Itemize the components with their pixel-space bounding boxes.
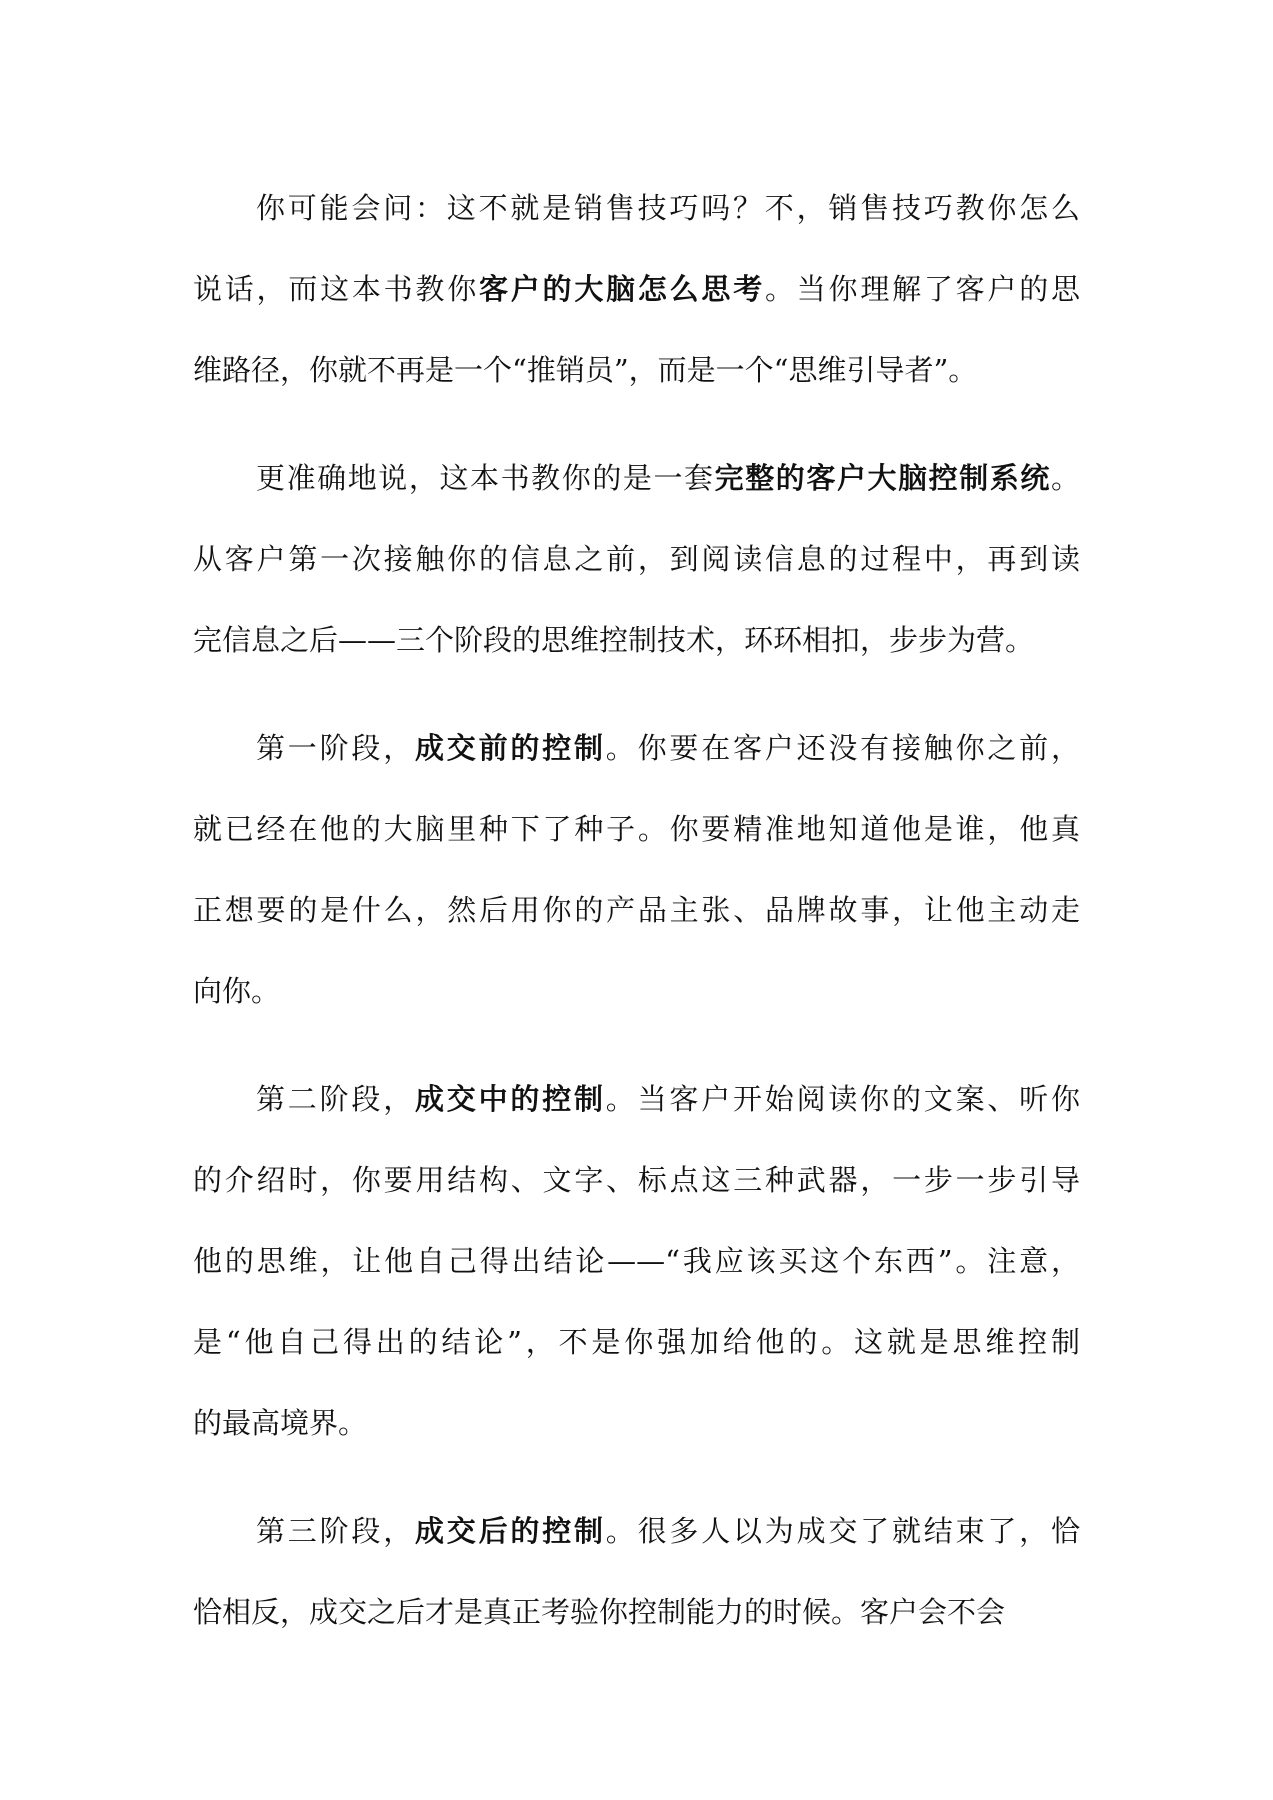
text-run: 是“他自己得出的结论”，不是你强加给他的。这就是思维控制 — [193, 1325, 1080, 1359]
bold-phrase: 完整的客户大脑控制系统 — [714, 461, 1051, 495]
text-run: 。 — [1050, 461, 1080, 495]
text-run: 。你要在客户还没有接触你之前， — [605, 731, 1080, 765]
text-run: 的最高境界。 — [193, 1406, 368, 1440]
text-run: 维路径，你就不再是一个“推销员”，而是一个“思维引导者”。 — [193, 353, 978, 387]
paragraph — [193, 708, 1080, 1032]
paragraph — [193, 1491, 1080, 1653]
text-line — [193, 1572, 1080, 1653]
text-run: 恰相反，成交之后才是真正考验你控制能力的时候。客户会不会 — [193, 1595, 1006, 1629]
text-line — [193, 519, 1080, 600]
text-run: 完信息之后——三个阶段的思维控制技术，环环相扣，步步为营。 — [193, 623, 1035, 657]
bold-phrase: 成交前的控制 — [415, 731, 606, 765]
text-line — [193, 1491, 1080, 1572]
text-line — [193, 1302, 1080, 1383]
text-run: 第三阶段， — [256, 1514, 415, 1548]
text-run: 说话，而这本书教你 — [193, 272, 479, 306]
text-run: 从客户第一次接触你的信息之前，到阅读信息的过程中，再到读 — [193, 542, 1080, 576]
text-run: 向你。 — [193, 974, 281, 1008]
text-line — [193, 1383, 1080, 1464]
text-run: 。很多人以为成交了就结束了，恰 — [605, 1514, 1080, 1548]
text-line — [193, 249, 1080, 330]
text-run: 。当你理解了客户的思 — [765, 272, 1080, 306]
text-line — [193, 1221, 1080, 1302]
text-line — [193, 438, 1080, 519]
paragraph — [193, 438, 1080, 681]
text-line — [193, 1059, 1080, 1140]
paragraph — [193, 168, 1080, 411]
text-line — [193, 600, 1080, 681]
text-line — [193, 708, 1080, 789]
text-line — [193, 1140, 1080, 1221]
text-run: 正想要的是什么，然后用你的产品主张、品牌故事，让他主动走 — [193, 893, 1080, 927]
text-line — [193, 870, 1080, 951]
text-run: 就已经在他的大脑里种下了种子。你要精准地知道他是谁，他真 — [193, 812, 1080, 846]
text-line — [193, 330, 1080, 411]
text-run: 他的思维，让他自己得出结论——“我应该买这个东西”。注意， — [193, 1244, 1080, 1278]
text-run: 。当客户开始阅读你的文案、听你 — [605, 1082, 1080, 1116]
text-line — [193, 168, 1080, 249]
text-run: 第二阶段， — [256, 1082, 415, 1116]
text-run: 的介绍时，你要用结构、文字、标点这三种武器，一步一步引导 — [193, 1163, 1080, 1197]
bold-phrase: 成交后的控制 — [415, 1514, 606, 1548]
text-run: 更准确地说，这本书教你的是一套 — [256, 461, 715, 495]
paragraph — [193, 1059, 1080, 1464]
bold-phrase: 成交中的控制 — [415, 1082, 606, 1116]
text-run: 第一阶段， — [256, 731, 415, 765]
text-line — [193, 951, 1080, 1032]
bold-phrase: 客户的大脑怎么思考 — [479, 272, 765, 306]
text-run: 你可能会问：这不就是销售技巧吗？不，销售技巧教你怎么 — [256, 191, 1080, 225]
document-page — [193, 168, 1080, 1680]
text-line — [193, 789, 1080, 870]
